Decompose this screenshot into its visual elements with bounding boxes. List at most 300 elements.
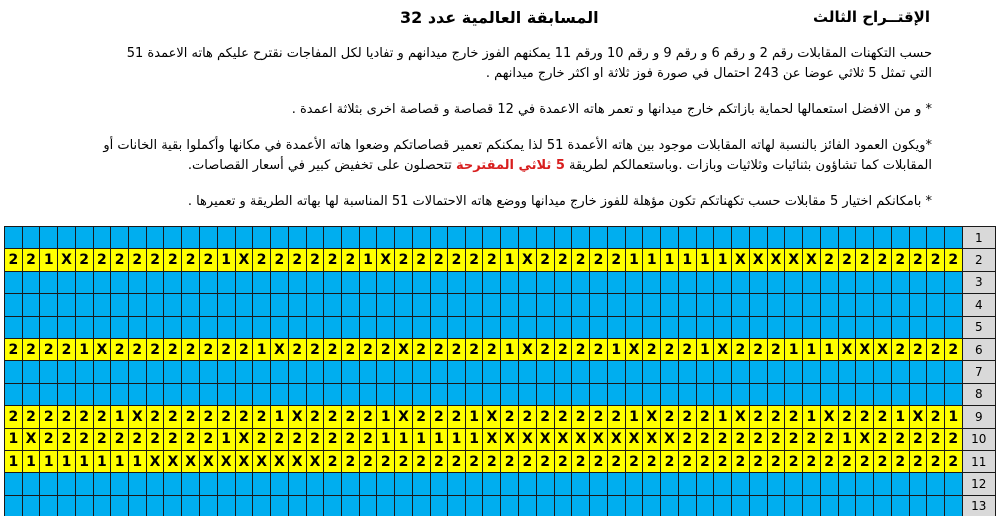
grid-cell [714,271,732,293]
grid-cell [749,316,767,338]
grid-cell: 1 [785,338,803,360]
grid-cell [182,473,200,495]
grid-cell: 2 [731,428,749,450]
grid-cell: 1 [111,450,129,472]
grid-cell: X [590,428,608,450]
grid-cell [430,316,448,338]
grid-cell [93,383,111,405]
grid-cell [519,271,537,293]
grid-cell [164,271,182,293]
grid-cell [536,383,554,405]
grid-cell: 2 [625,450,643,472]
grid-cell [625,316,643,338]
grid-cell [40,227,58,249]
grid-cell: X [235,249,253,271]
grid-row [5,406,996,428]
grid-cell: 2 [199,249,217,271]
grid-cell [661,495,679,517]
grid-cell: X [483,428,501,450]
grid-cell [767,361,785,383]
grid-cell [395,294,413,316]
grid-cell [803,473,821,495]
grid-cell [714,495,732,517]
grid-cell [5,227,23,249]
grid-cell: 2 [324,406,342,428]
grid-cell: 2 [22,406,40,428]
grid-cell: 2 [944,338,962,360]
grid-cell: 2 [288,428,306,450]
grid-cell [40,383,58,405]
grid-cell [909,271,927,293]
grid-cell [58,473,76,495]
grid-cell [501,361,519,383]
grid-cell: 2 [554,338,572,360]
grid-cell [483,316,501,338]
grid-cell [820,361,838,383]
grid-cell [253,495,271,517]
grid-cell: 2 [342,406,360,428]
grid-cell: 1 [625,406,643,428]
grid-cell [377,361,395,383]
grid-cell: 2 [661,338,679,360]
grid-cell [590,495,608,517]
paragraph-1-line-1: حسب التكهنات المقابلات رقم 2 و رقم 6 و رقم 9 و رقم 10 ورقم 11 يمكنهم الفوز خارج ميدانهم و تفاديا لكل المفاجات نقترح عليكم هاته الاعمدة 51 [126,46,932,61]
grid-cell: X [572,428,590,450]
grid-cell [909,227,927,249]
grid-cell [465,271,483,293]
grid-cell [164,383,182,405]
paragraph-3-line-2 [188,156,932,176]
grid-cell [944,495,962,517]
grid-cell: 2 [767,406,785,428]
grid-cell: X [714,338,732,360]
grid-cell [40,473,58,495]
grid-cell [235,361,253,383]
grid-cell [412,383,430,405]
grid-row [5,495,996,517]
grid-cell [465,361,483,383]
grid-cell [731,227,749,249]
grid-cell [22,227,40,249]
grid-cell [803,495,821,517]
grid-cell: 2 [927,249,945,271]
grid-cell [288,227,306,249]
grid-cell [395,227,413,249]
grid-cell [111,361,129,383]
grid-cell [838,294,856,316]
grid-cell [590,227,608,249]
grid-cell: 1 [217,249,235,271]
grid-cell [22,495,40,517]
grid-cell [607,316,625,338]
grid-cell: 2 [678,338,696,360]
grid-cell: 2 [501,450,519,472]
grid-cell [678,361,696,383]
grid-cell [412,495,430,517]
grid-cell: 2 [891,450,909,472]
grid-cell: 2 [412,406,430,428]
grid-cell: X [767,249,785,271]
grid-cell [874,316,892,338]
grid-cell [607,495,625,517]
grid-cell [944,227,962,249]
grid-cell [359,473,377,495]
grid-cell [820,495,838,517]
grid-row [5,227,996,249]
grid-cell [643,361,661,383]
grid-cell [253,294,271,316]
grid-cell: 2 [572,406,590,428]
grid-cell [874,473,892,495]
grid-cell [288,383,306,405]
grid-cell: 2 [554,406,572,428]
grid-cell [519,294,537,316]
grid-cell [696,294,714,316]
grid-cell: X [643,406,661,428]
grid-cell [22,473,40,495]
grid-cell: 2 [306,249,324,271]
grid-cell [572,294,590,316]
grid-cell [625,294,643,316]
grid-cell: X [93,338,111,360]
grid-cell [465,495,483,517]
grid-cell [731,361,749,383]
grid-cell [607,361,625,383]
grid-cell: 1 [607,338,625,360]
grid-cell [483,473,501,495]
grid-cell [820,383,838,405]
grid-cell: X [856,428,874,450]
grid-cell [590,316,608,338]
grid-cell [164,294,182,316]
grid-cell [306,495,324,517]
grid-cell [430,383,448,405]
grid-cell: 2 [696,406,714,428]
grid-cell: X [253,450,271,472]
grid-cell [146,227,164,249]
grid-cell [430,294,448,316]
grid-cell: X [731,249,749,271]
grid-cell: 1 [465,406,483,428]
grid-cell [643,316,661,338]
grid-cell [182,495,200,517]
row-number: 7 [962,361,995,383]
grid-cell: 2 [590,406,608,428]
grid-cell [5,383,23,405]
grid-cell: 2 [164,406,182,428]
grid-cell: 2 [199,338,217,360]
grid-cell [93,361,111,383]
grid-cell [927,227,945,249]
grid-cell: X [838,338,856,360]
grid-cell: X [217,450,235,472]
grid-cell [271,361,289,383]
grid-cell: 2 [678,428,696,450]
grid-cell [217,361,235,383]
grid-cell [891,271,909,293]
grid-cell: X [22,428,40,450]
grid-cell [342,495,360,517]
grid-cell [696,227,714,249]
grid-cell [430,271,448,293]
grid-cell [820,227,838,249]
grid-cell [572,227,590,249]
grid-cell [696,383,714,405]
grid-cell [306,294,324,316]
grid-cell: 2 [199,406,217,428]
grid-cell [5,495,23,517]
grid-cell [483,227,501,249]
grid-cell: X [483,406,501,428]
grid-cell [164,495,182,517]
grid-cell [891,383,909,405]
grid-cell: 1 [5,450,23,472]
grid-cell: X [395,406,413,428]
grid-cell: 1 [40,249,58,271]
grid-cell: X [377,249,395,271]
grid-cell [590,361,608,383]
grid-row [5,249,996,271]
grid-cell [838,316,856,338]
grid-cell: 2 [643,338,661,360]
grid-cell: 2 [430,338,448,360]
grid-cell [607,473,625,495]
grid-cell [93,227,111,249]
grid-cell: 2 [465,249,483,271]
grid-cell [342,271,360,293]
grid-cell [785,361,803,383]
grid-cell: 2 [838,450,856,472]
grid-cell [235,316,253,338]
grid-cell [678,271,696,293]
grid-cell [430,495,448,517]
grid-row [5,316,996,338]
grid-cell [182,271,200,293]
grid-cell [58,495,76,517]
grid-cell [519,361,537,383]
grid-cell [661,227,679,249]
grid-cell [465,316,483,338]
grid-cell: 2 [430,450,448,472]
grid-cell [483,383,501,405]
grid-cell [271,271,289,293]
grid-cell: 1 [22,450,40,472]
grid-cell [944,383,962,405]
grid-cell [235,227,253,249]
grid-cell: X [749,249,767,271]
grid-cell [93,271,111,293]
grid-cell: 2 [519,406,537,428]
grid-cell [324,473,342,495]
grid-cell: 2 [874,428,892,450]
grid-cell [891,473,909,495]
grid-cell [696,361,714,383]
grid-cell [661,383,679,405]
grid-cell [927,316,945,338]
grid-cell [448,473,466,495]
grid-cell [749,294,767,316]
grid-cell [678,473,696,495]
grid-cell [182,294,200,316]
grid-cell: 1 [448,428,466,450]
grid-cell [164,316,182,338]
contest-title: المسابقة العالمية عدد 32 [400,8,599,27]
grid-cell [128,473,146,495]
grid-cell [785,383,803,405]
grid-cell [359,495,377,517]
proposal-label: الإقتــراح الثالث [812,8,930,26]
grid-cell: 2 [164,338,182,360]
grid-cell [856,473,874,495]
grid-cell [111,271,129,293]
grid-cell: 2 [643,450,661,472]
grid-cell [93,495,111,517]
paragraph-3-line-1: *ويكون العمود الفائز بالنسبة لهاته المقابلات موجود بين هاته الأعمدة 51 لذا يمكنكم تعمير قصاصاتكم وضعوا هاته الأعمدة في مكانها وأكملوا بقية الخانات أو [103,138,932,153]
grid-cell [643,383,661,405]
grid-cell [217,227,235,249]
grid-cell [448,294,466,316]
grid-cell: 2 [359,406,377,428]
grid-cell: 2 [342,338,360,360]
grid-cell [891,361,909,383]
grid-cell: 2 [483,338,501,360]
grid-cell [554,495,572,517]
grid-cell: 2 [128,249,146,271]
grid-cell [324,271,342,293]
row-number: 13 [962,495,995,517]
grid-cell: 2 [58,428,76,450]
grid-cell: 2 [253,406,271,428]
grid-cell: 1 [643,249,661,271]
grid-cell [217,271,235,293]
grid-cell: 2 [944,450,962,472]
grid-cell [306,383,324,405]
grid-cell [891,227,909,249]
grid-cell [891,495,909,517]
grid-cell [714,227,732,249]
grid-cell [412,361,430,383]
grid-cell: X [803,249,821,271]
grid-cell: 2 [714,428,732,450]
grid-cell [643,271,661,293]
grid-cell [306,271,324,293]
grid-cell [93,473,111,495]
grid-cell [643,495,661,517]
grid-cell: 1 [75,338,93,360]
grid-cell [5,473,23,495]
grid-cell [838,495,856,517]
row-number: 11 [962,450,995,472]
grid-cell: X [199,450,217,472]
grid-cell: 1 [501,249,519,271]
grid-cell [217,316,235,338]
grid-cell: 1 [838,428,856,450]
grid-cell [714,473,732,495]
grid-cell [838,383,856,405]
grid-cell [128,316,146,338]
grid-cell: 2 [306,406,324,428]
grid-cell: 2 [164,249,182,271]
grid-cell: 2 [554,249,572,271]
grid-cell [696,271,714,293]
grid-cell [448,316,466,338]
grid-cell [519,316,537,338]
grid-cell [146,383,164,405]
grid-cell: 2 [58,338,76,360]
grid-cell [856,383,874,405]
grid-cell [58,316,76,338]
grid-cell [111,316,129,338]
grid-cell: 2 [111,428,129,450]
grid-cell: 2 [128,338,146,360]
grid-cell: 2 [40,428,58,450]
grid-cell: 2 [820,450,838,472]
grid-cell: X [519,249,537,271]
grid-cell [306,227,324,249]
grid-cell [395,271,413,293]
grid-cell: X [785,249,803,271]
grid-cell: 1 [377,428,395,450]
grid-cell: 2 [909,450,927,472]
grid-cell [572,316,590,338]
grid-cell [359,316,377,338]
grid-cell: 1 [696,338,714,360]
grid-cell [483,361,501,383]
grid-cell [661,316,679,338]
grid-cell [22,383,40,405]
grid-cell [767,316,785,338]
grid-cell [377,271,395,293]
grid-cell: 1 [661,249,679,271]
grid-cell: 2 [661,406,679,428]
grid-cell [465,383,483,405]
grid-cell [927,271,945,293]
grid-cell [199,473,217,495]
grid-cell [714,294,732,316]
grid-cell [891,294,909,316]
grid-cell: X [235,428,253,450]
grid-cell: 2 [696,428,714,450]
grid-cell [856,294,874,316]
grid-cell [572,383,590,405]
grid-cell [909,316,927,338]
grid-cell [661,271,679,293]
grid-cell [803,294,821,316]
grid-cell [111,294,129,316]
grid-cell [377,495,395,517]
grid-cell [412,227,430,249]
grid-cell [607,383,625,405]
row-number: 5 [962,316,995,338]
grid-cell [678,316,696,338]
row-number: 8 [962,383,995,405]
grid-cell [785,294,803,316]
grid-cell [856,316,874,338]
grid-cell: 2 [661,450,679,472]
grid-cell: X [288,450,306,472]
grid-cell [40,495,58,517]
grid-cell: 2 [5,338,23,360]
grid-cell: 2 [731,450,749,472]
grid-cell: 2 [128,428,146,450]
grid-cell: 1 [40,450,58,472]
grid-cell [235,271,253,293]
grid-cell [164,227,182,249]
grid-cell: 1 [377,406,395,428]
grid-cell [199,227,217,249]
grid-cell: 1 [93,450,111,472]
grid-cell: X [271,338,289,360]
